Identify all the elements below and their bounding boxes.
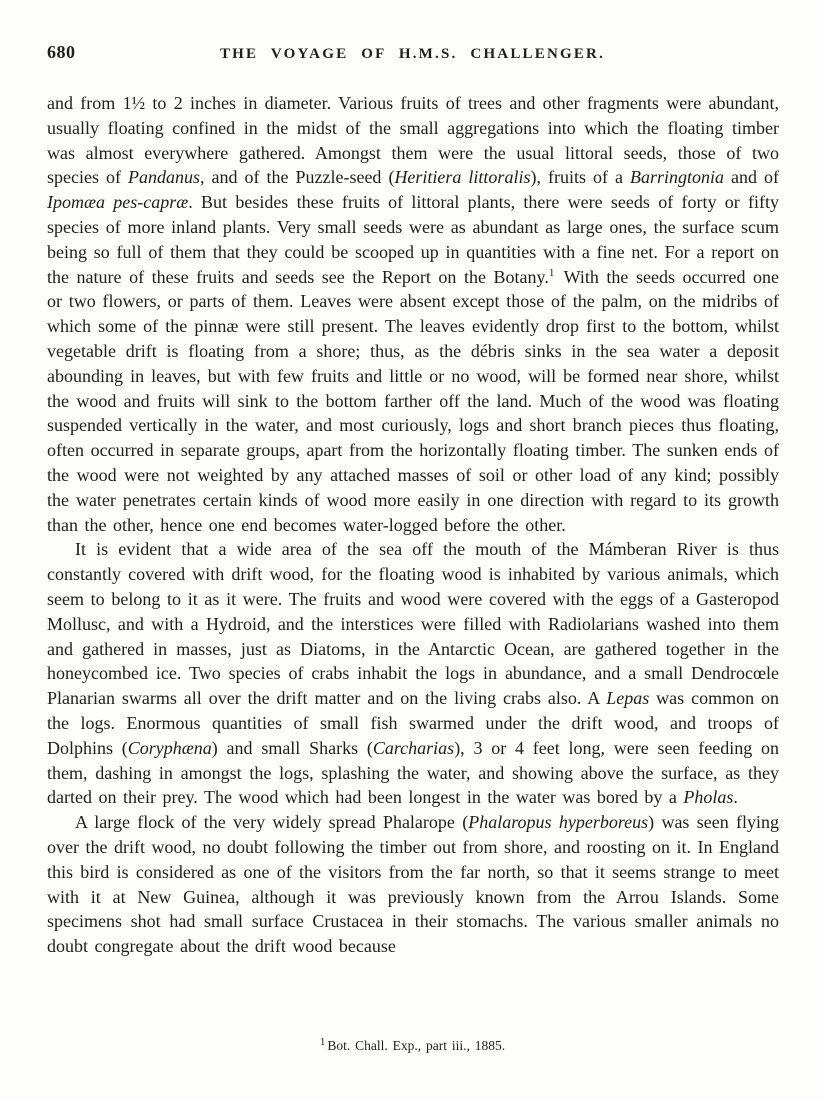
running-header: THE VOYAGE OF H.M.S. CHALLENGER. [219, 46, 606, 62]
text-run: . [733, 787, 738, 808]
species-name: Phalaropus hyperboreus [468, 812, 649, 833]
species-name: Carcharias [372, 737, 455, 758]
species-name: Lepas [606, 688, 650, 709]
species-name: Barringtonia [629, 167, 724, 188]
body-text [47, 91, 779, 959]
paragraph [47, 91, 779, 537]
species-name: Pandanus [127, 167, 200, 188]
paragraph [47, 537, 779, 810]
paragraph [47, 810, 779, 959]
species-name: Ipomæa pes-capræ [47, 192, 189, 213]
text-run: , and of the Puzzle-seed ( [199, 167, 395, 188]
text-run: A large flock of the very widely spread Phalarope ( [75, 812, 469, 833]
species-name: Heritiera littoralis [394, 167, 531, 188]
footnote [0, 1035, 825, 1054]
page-number: 680 [47, 42, 76, 62]
text-run: ), fruits of a [530, 167, 630, 188]
footnote-reference: 1 [548, 266, 555, 279]
text-run: ) and small Sharks ( [211, 737, 373, 758]
text-run: . But besides these fruits of littoral plants, there were seeds of forty or fifty species of more inland plants. Very small seeds were as abundant as large ones, the surface scum being so full of them that they could be scooped up in quantities with a fine net. For a report on the nature of these fruits and seeds see the Report on the Botany. [47, 192, 779, 287]
footnote-text: Bot. Chall. Exp., part iii., 1885. [327, 1038, 506, 1053]
text-run: It is evident that a wide area of the sea off the mouth of the Mámberan River is thus constantly covered with drift wood, for the floating wood is inhabited by various animals, which seem to belong to it as it were. The fruits and wood were covered with the eggs of a Gasteropod Mollusc, and with a Hydroid, and the interstices were filled with Radiolarians washed into them and gathered in masses, just as Diatoms, in the Antarctic Ocean, are gathered together in the honeycombed ice. Two species of crabs inhabit the logs in abundance, and a small Dendrocœle Planarian swarms all over the drift matter and on the living crabs also. A [47, 539, 779, 709]
text-run: was common on the logs. Enormous quantities of small fish swarmed under the drift wood, and troops of Dolphins ( [47, 688, 779, 758]
species-name: Coryphæna [127, 737, 212, 758]
text-run: With the seeds occurred one or two flowers, or parts of them. Leaves were absent except those of the palm, on the midribs of which some of the pinnæ were still present. The leaves evidently drop first to the bottom, whilst vegetable drift is floating from a shore; thus, as the débris sinks in the sea water a deposit abounding in leaves, but with few fruits and little or no wood, will be formed near shore, whilst the wood and fruits will sink to the bottom farther off the land. Much of the wood was floating suspended vertically in the water, and most curiously, logs and short branch pieces thus floating, often occurred in separate groups, apart from the horizontally floating timber. The sunken ends of the wood were not weighted by any attached masses of soil or other load of any kind; possibly the water penetrates certain kinds of wood more easily in one direction with regard to its growth than the other, hence one end becomes water-logged before the other. [47, 266, 779, 535]
text-run: ) was seen flying over the drift wood, no doubt following the timber out from shore, and roosting on it. In England this bird is considered as one of the visitors from the far north, so that it seems strange to meet with it at New Guinea, although it was previously known from the Arrou Islands. Some specimens shot had small surface Crustacea in their stomachs. The various smaller animals no doubt congregate about the drift wood because [47, 812, 780, 957]
text-run: ), 3 or 4 feet long, were seen feeding on them, dashing in amongst the logs, splashing the water, and showing above the surface, as they darted on their prey. The wood which had been longest in the water was bored by a [47, 737, 779, 808]
species-name: Pholas [683, 787, 734, 808]
text-run: and from 1½ to 2 inches in diameter. Various fruits of trees and other fragments were abundant, usually floating confined in the midst of the small aggregations into which the floating timber was almost everywhere gathered. Amongst them were the usual littoral seeds, those of two species of [47, 93, 779, 188]
text-run: and of [723, 167, 779, 188]
footnote-marker: 1 [319, 1035, 326, 1048]
